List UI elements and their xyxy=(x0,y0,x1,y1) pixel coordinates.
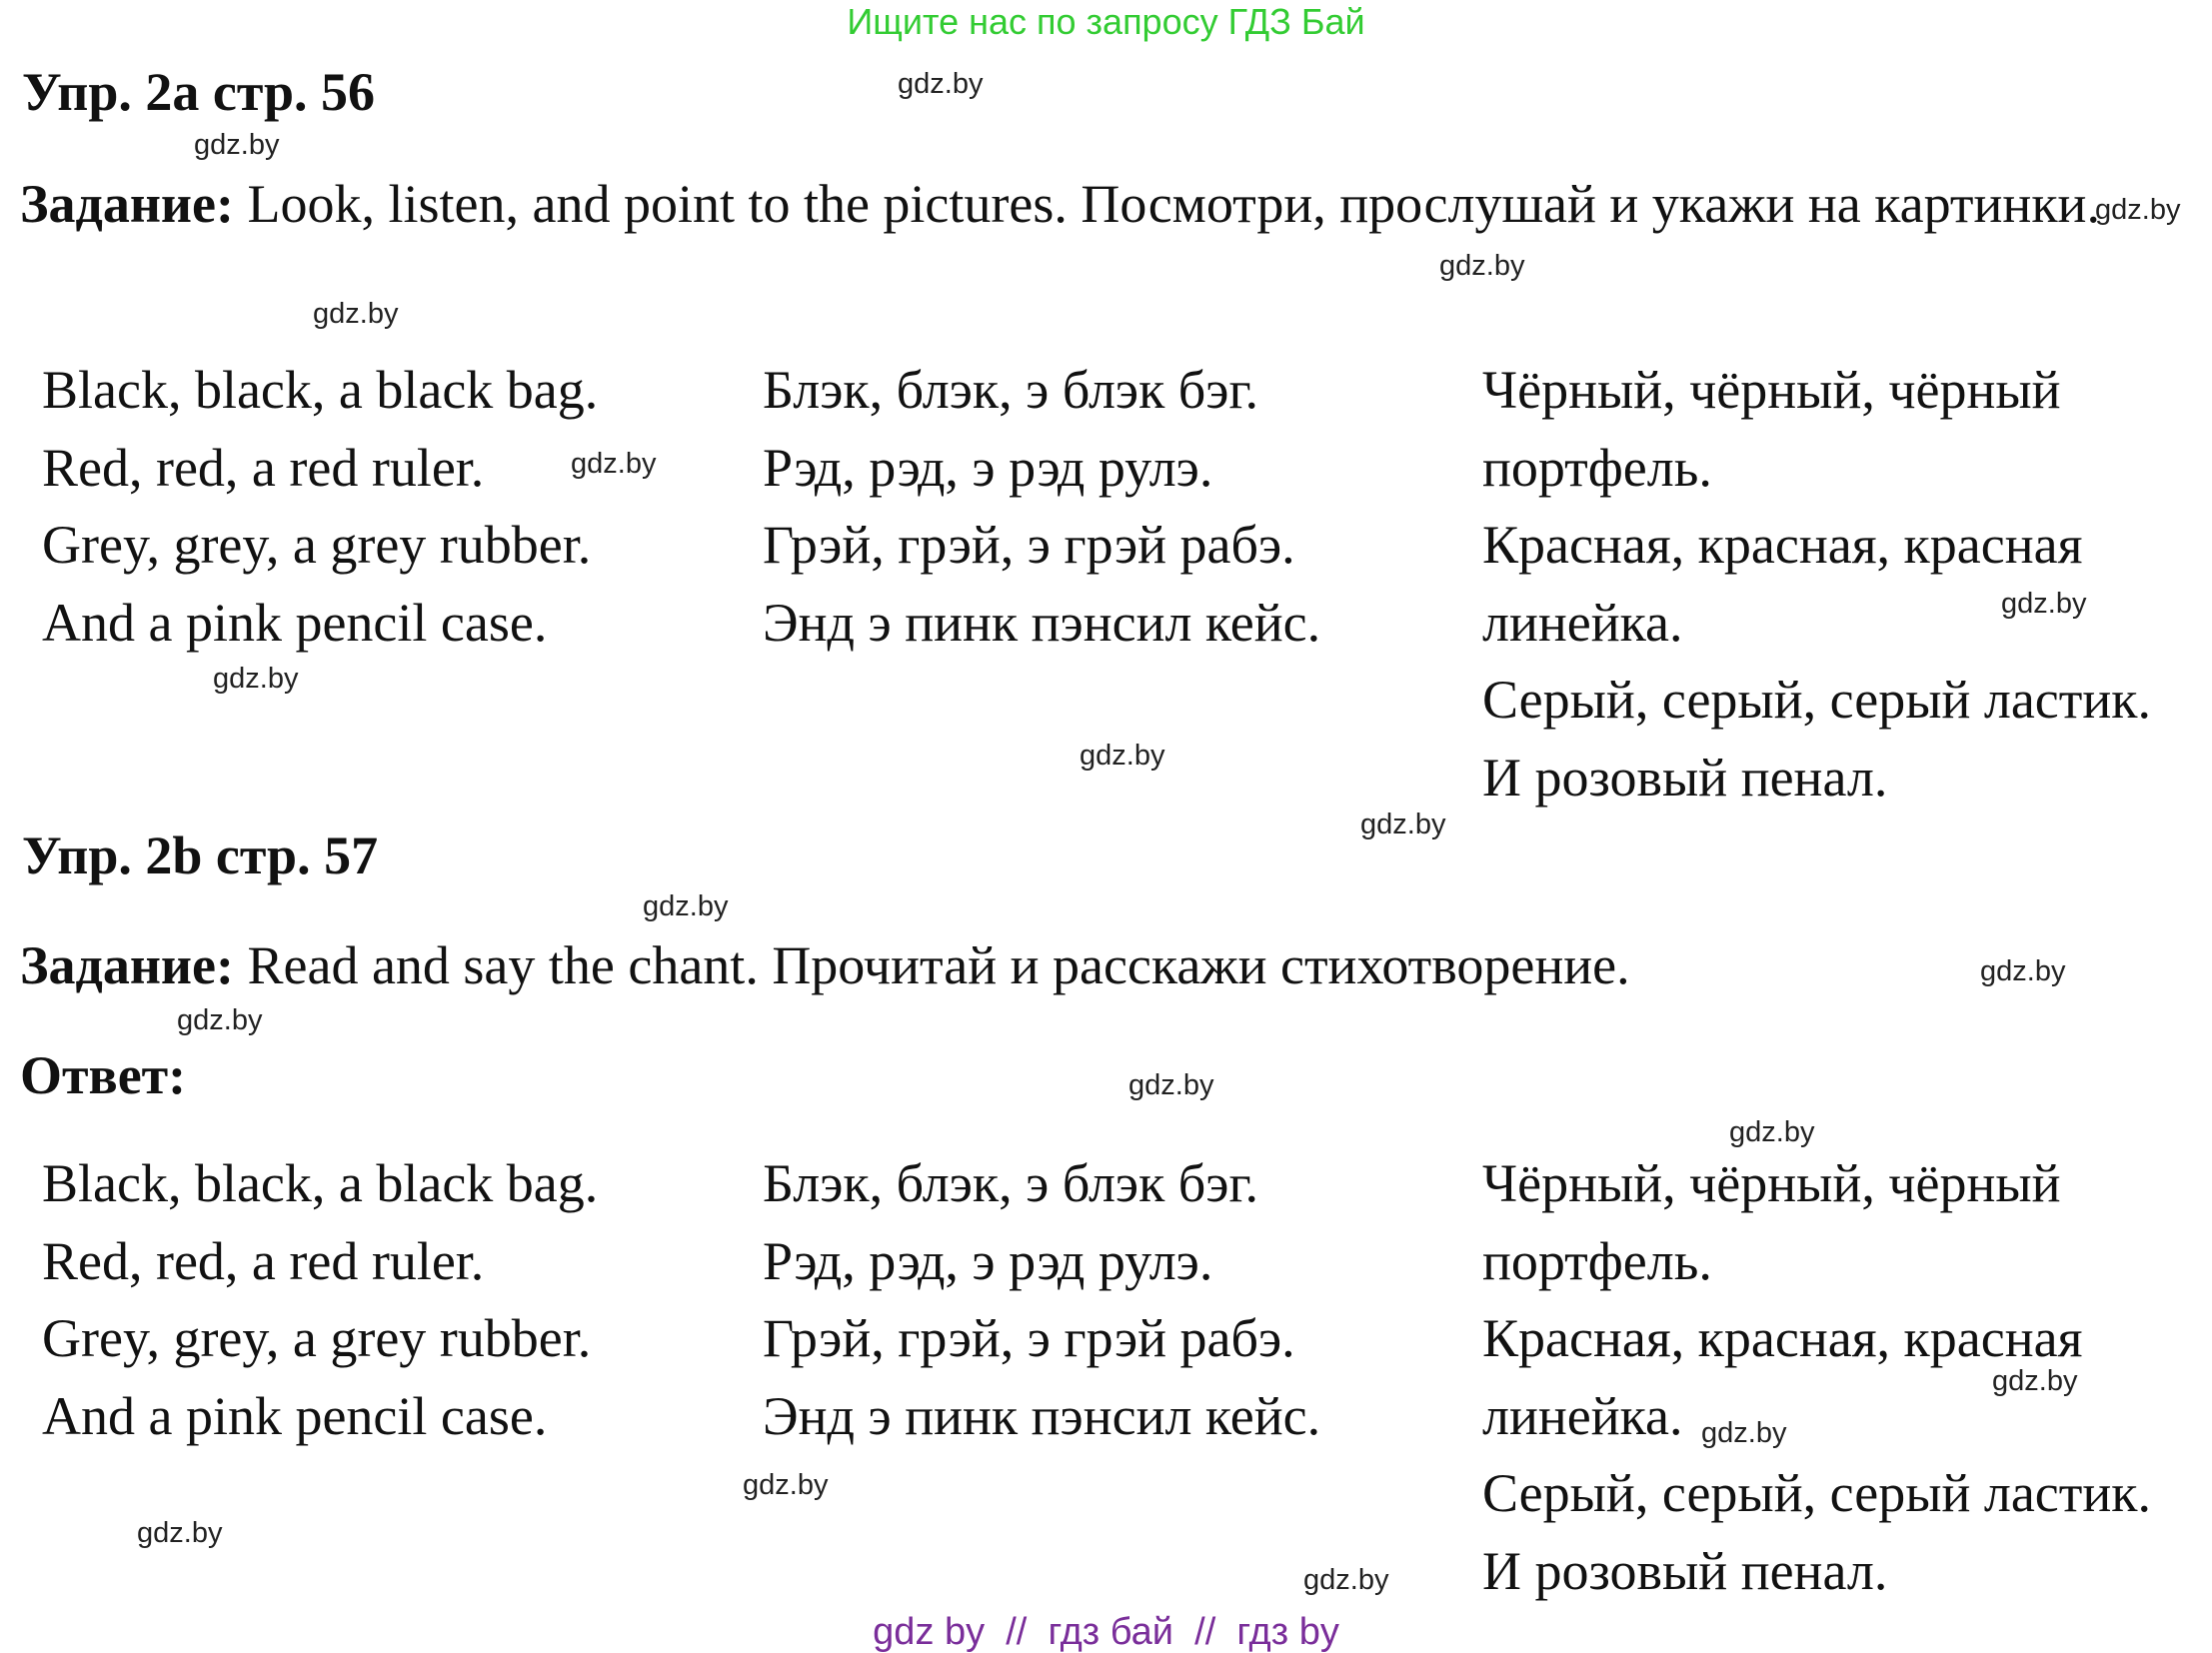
watermark: gdz.by xyxy=(743,1469,829,1501)
exercise-heading-2b: Упр. 2b стр. 57 xyxy=(22,826,379,885)
chant-transcription-column-a xyxy=(763,352,1320,662)
chant-line: Рэд, рэд, э рэд рулэ. xyxy=(763,1230,1213,1291)
top-banner: Ищите нас по запросу ГДЗ Бай xyxy=(847,1,1365,42)
chant-line: Блэк, блэк, э блэк бэг. xyxy=(763,1153,1259,1213)
chant-line: Энд э пинк пэнсил кейс. xyxy=(763,592,1321,653)
task-label: Задание: xyxy=(20,935,234,995)
chant-line: And a pink pencil case. xyxy=(42,1385,548,1446)
watermark: gdz.by xyxy=(1701,1417,1787,1449)
chant-line: Грэй, грэй, э грэй рабэ. xyxy=(763,515,1295,575)
chant-line: Чёрный, чёрный, чёрный xyxy=(1482,1153,2061,1213)
watermark: gdz.by xyxy=(1439,250,1525,282)
watermark: gdz.by xyxy=(1992,1365,2078,1397)
chant-english-column-a xyxy=(42,352,598,662)
watermark: gdz.by xyxy=(137,1517,223,1549)
watermark: gdz.by xyxy=(313,298,399,330)
watermark: gdz.by xyxy=(571,448,657,480)
chant-line: портфель. xyxy=(1482,1230,1712,1291)
task-label: Задание: xyxy=(20,174,234,234)
chant-line: Grey, grey, a grey rubber. xyxy=(42,515,592,575)
chant-line: Red, red, a red ruler. xyxy=(42,437,485,498)
watermark: gdz.by xyxy=(643,890,729,922)
task-text: Look, listen, and point to the pictures. Посмотри, прослушай и укажи на картинки. xyxy=(234,174,2100,234)
task-text: Read and say the chant. Прочитай и расскажи стихотворение. xyxy=(234,935,1630,995)
chant-translation-column-a xyxy=(1482,352,2151,817)
watermark: gdz.by xyxy=(2001,588,2087,620)
watermark: gdz.by xyxy=(898,68,984,100)
chant-line: линейка. xyxy=(1482,1385,1683,1446)
chant-line: Красная, красная, красная xyxy=(1482,1308,2083,1368)
watermark: gdz.by xyxy=(1128,1069,1214,1101)
chant-line: Red, red, a red ruler. xyxy=(42,1230,485,1291)
chant-line: линейка. xyxy=(1482,592,1683,653)
chant-line: And a pink pencil case. xyxy=(42,592,548,653)
chant-line: Серый, серый, серый ластик. xyxy=(1482,670,2151,730)
chant-line: Рэд, рэд, э рэд рулэ. xyxy=(763,437,1213,498)
chant-line: Грэй, грэй, э грэй рабэ. xyxy=(763,1308,1295,1368)
chant-english-column-b xyxy=(42,1145,598,1455)
task-2a xyxy=(20,165,2119,243)
footer-links: gdz by // гдз бай // гдз by xyxy=(873,1611,1339,1653)
chant-line: портфель. xyxy=(1482,437,1712,498)
exercise-heading-2a: Упр. 2a стр. 56 xyxy=(22,62,376,122)
chant-line: Grey, grey, a grey rubber. xyxy=(42,1308,592,1368)
chant-line: Блэк, блэк, э блэк бэг. xyxy=(763,360,1259,420)
chant-line: Black, black, a black bag. xyxy=(42,1153,599,1213)
watermark: gdz.by xyxy=(1729,1116,1815,1148)
chant-line: Красная, красная, красная xyxy=(1482,515,2083,575)
chant-line: И розовый пенал. xyxy=(1482,747,1888,808)
chant-line: Black, black, a black bag. xyxy=(42,360,599,420)
watermark: gdz.by xyxy=(213,663,299,695)
watermark: gdz.by xyxy=(2095,194,2181,226)
answer-label: Ответ: xyxy=(20,1045,187,1105)
chant-line: Серый, серый, серый ластик. xyxy=(1482,1463,2151,1523)
watermark: gdz.by xyxy=(1080,740,1165,772)
chant-line: И розовый пенал. xyxy=(1482,1540,1888,1601)
watermark: gdz.by xyxy=(194,129,280,161)
chant-transcription-column-b xyxy=(763,1145,1320,1455)
watermark: gdz.by xyxy=(1980,955,2066,987)
chant-line: Чёрный, чёрный, чёрный xyxy=(1482,360,2061,420)
watermark: gdz.by xyxy=(1303,1564,1389,1596)
watermark: gdz.by xyxy=(1360,809,1446,840)
chant-line: Энд э пинк пэнсил кейс. xyxy=(763,1385,1321,1446)
task-2b xyxy=(20,926,2119,1004)
watermark: gdz.by xyxy=(177,1004,263,1036)
